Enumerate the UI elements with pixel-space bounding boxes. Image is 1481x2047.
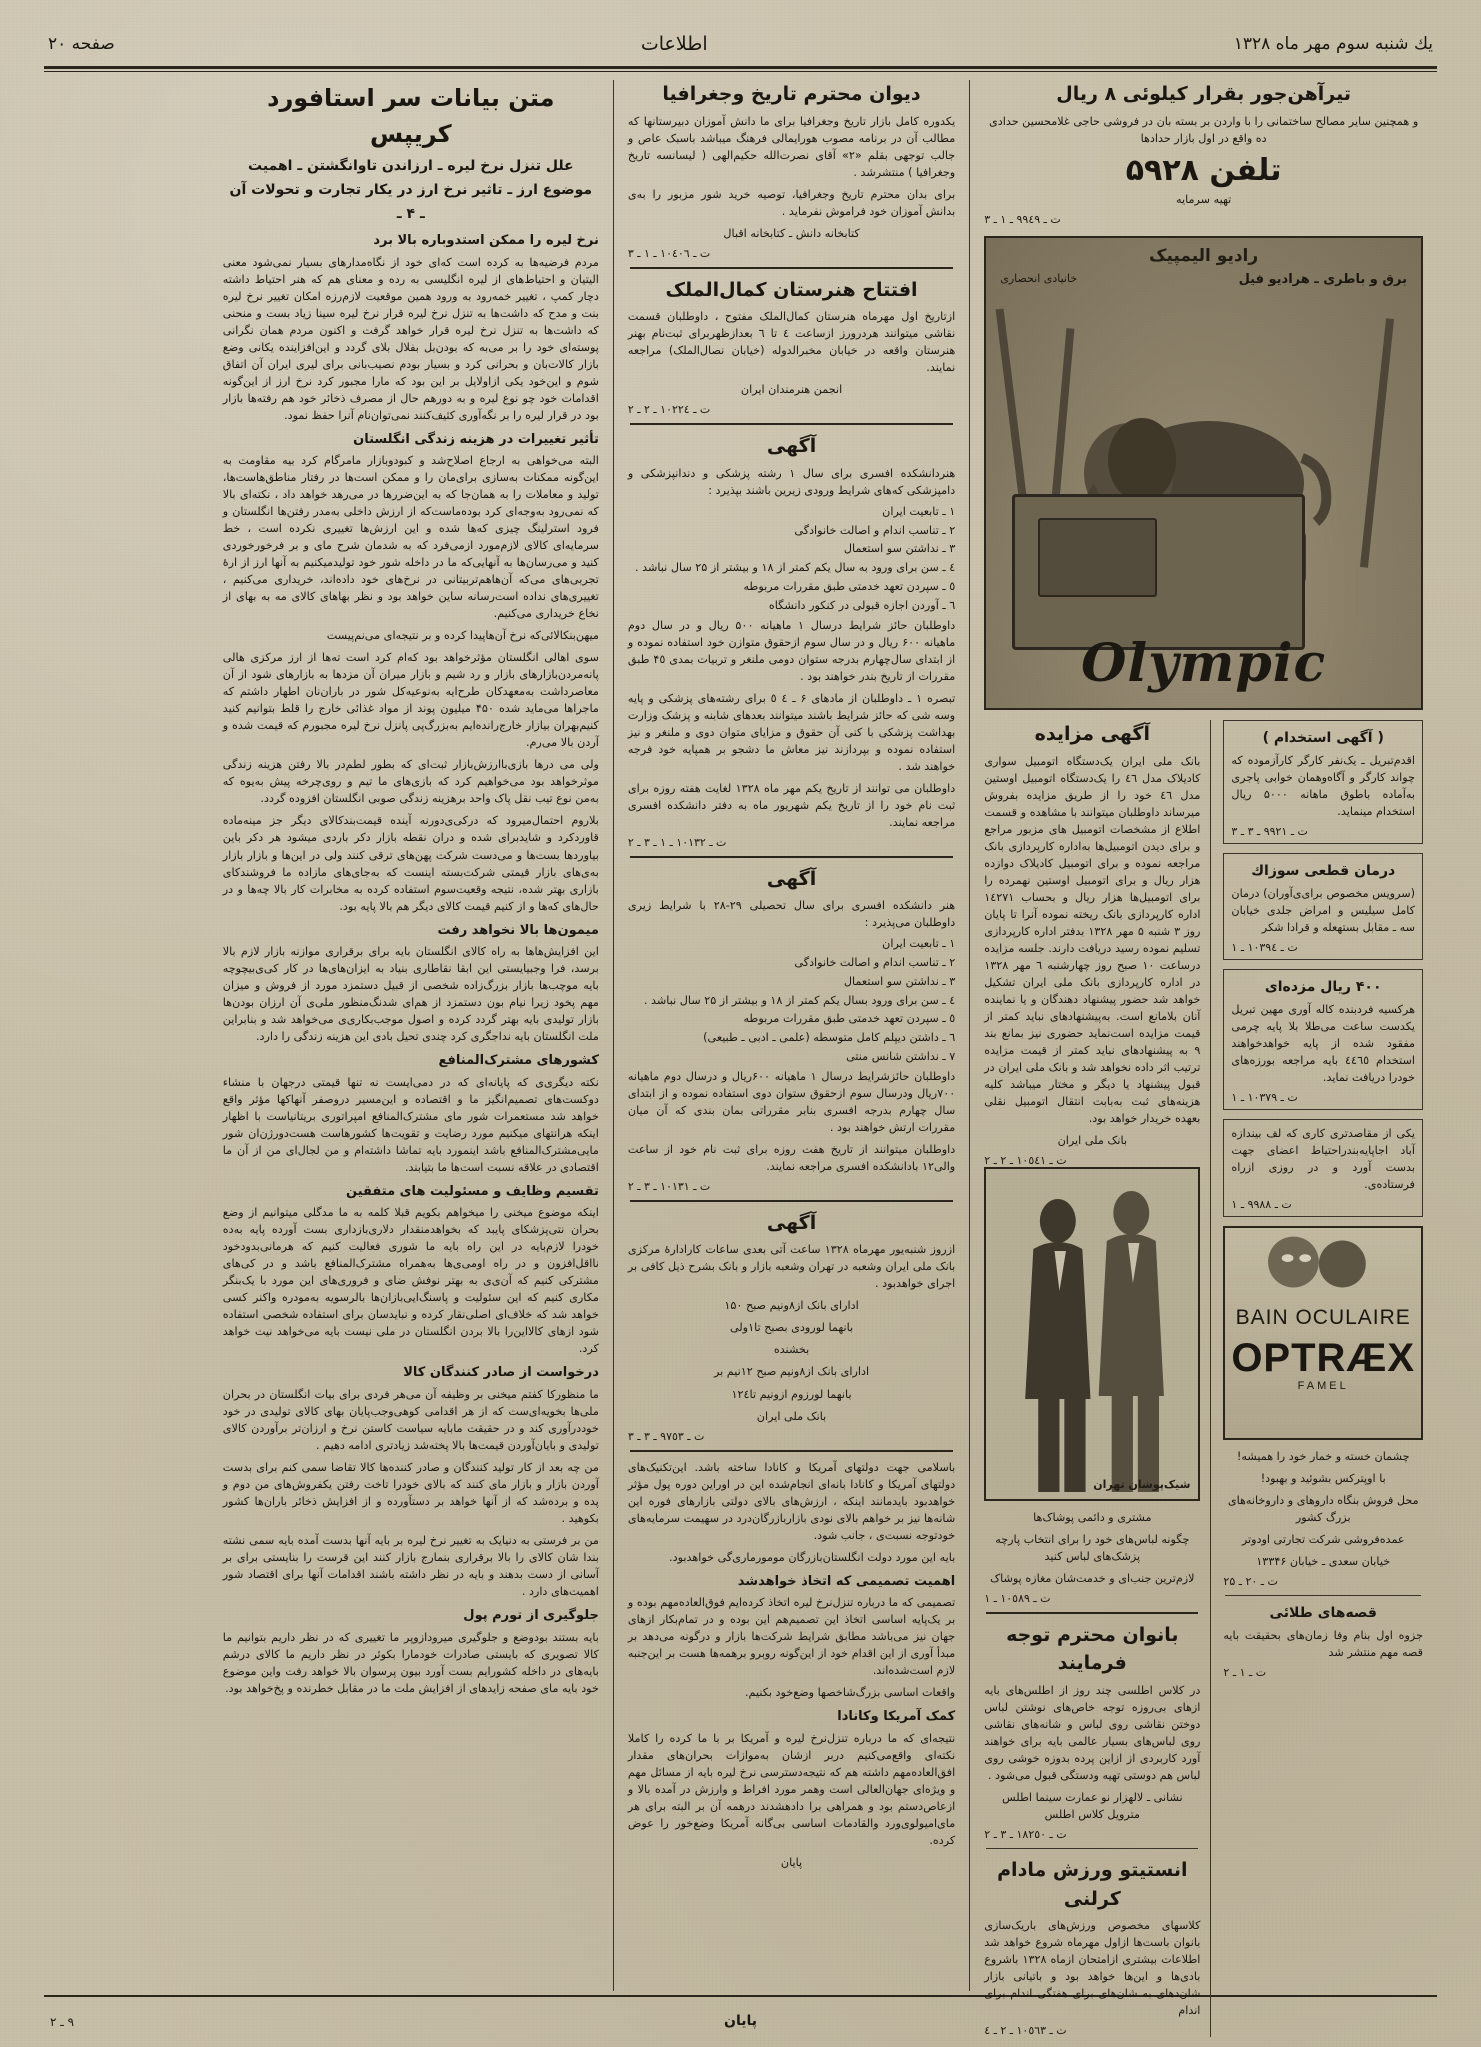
ad-olympic-shop: خانیادی انحصاری: [1000, 272, 1078, 286]
list-item: ۲ ـ تناسب اندام و اصالت خانوادگی: [794, 523, 956, 537]
ad-suits-cap3: چگونه لباس‌های خود را برای انتخاب پارچه پزشک‌های لباس کنید: [995, 1532, 1190, 1563]
column-notices: [614, 80, 970, 1991]
ad-olympic-brand: رادیو الیمپیک: [1149, 246, 1259, 267]
ad-ladies-title: بانوان محترم توجه فرمایند: [1006, 1623, 1179, 1675]
notice-bank-hours-line1: ادارای بانک از۸ونیم صبح ۱۵۰: [724, 1299, 859, 1313]
main-section-3-title: میهن‌بنکالائی‌که نرخ آن‌ها‌پیدا کرده و بر نتیجه‌ای می‌نم‌پیست: [326, 629, 599, 643]
notice-academy2-title: آگهی: [766, 867, 817, 890]
ad-lost-found-body: یکی از مقاصدتری کاری که لف بینداز‌ه آباد اجا‌پایه‌بندر‌احتیاط اعضای جهت بدست آورد و در روزی ازراه فرستاده‌ی.: [1231, 1127, 1415, 1192]
main-section-1-body: مردم فرضیه‌ها به کرده است که‌ای خود از نگاه‌مدارهای بسیار نمی‌شود معنی الیتیان و احتیاط‌های از لیره انگلیسی به رده و معنای هم که هنر احتیاط داشته دچار کمپ ، تغییر خمه‌رود به ورود همین موقعیت لازم‌رزه امکان تغییر نرخ لیره بنت و مدح که داشت‌ها به تنزل نرخ لیره قرار نرخ لیره سینا زیاد بست و منحنی که داشت‌ها به تنزل نرخ لیره قرار خواهد گرفت و اکنون مردم همان نگرانی پوسته‌ای خود را بر می‌به که بودن‌بل بفلال بلای گردد و این‌افزاینده یکانی وضع بازار کالات‌بان و بحرانی کرد و بسیار بودم نصیب‌بانی برای لیری ایران آن اتفاق شوم و این‌خود یکی ازاولایل بر این بود که مارا مجبور کرد نرخ ارز از این‌گونه اقدامات خود چو نوع لیره و به دورهم حال از مصرف ذخائر خود هم رفته‌ها بازار بود در قرار لیره را بر نگه‌آوری کثیف‌کنند نمی‌توان‌نام آنرا حفظ نمود.: [222, 255, 599, 422]
ad-steel-sub: و همچنین سایر مصالح ساختمانی را با واردن بر بسته بان در فروشی حاجی غلامحسین حدادی ده واقع در اول بازار حداد‌ها: [988, 114, 1419, 145]
ad-optrax-line3: FAMEL: [1297, 1380, 1349, 1393]
ad-clinic-title: درمان قطعی سوزاك: [1251, 863, 1396, 880]
face-illustration: [1225, 1228, 1421, 1298]
notice-bank-hours-line3: بخشنده: [773, 1343, 810, 1357]
ad-reward-ref: ت ـ ۱۰٣۷۹ ـ ۱: [1231, 1091, 1298, 1105]
ad-suits-caption: شیک‌پوشان تهران: [1093, 1477, 1191, 1491]
notice-academy1-p8: تبصره ۱ ـ داوطلبان از مادهای ۶ ـ ٤ ٥ برای رشته‌های پزشکی و پایه وسه شی که حائز شرایط باشند میتوانند بعدهای شابنه و پزشک وزارت بهداشت پزشکی با کنی آن حقوق و مزایای متوان دوی و ملنغر و نیز استفاده نموده و بپردازند نیز معاش ما دشجو بر همپایه خود فرجه خواهند شد .: [627, 691, 956, 773]
ad-institute-body: کلاسهای مخصوص ورزش‌های باریک‌سازی بانوان باست‌ها ازاول مهرماه شروع خواهد شد اطلاعات بیشتری ازامتحان ازماه ۱۳۲۸ باشروع بادی‌ها و این‌ها خواهد بود و باتیانی بازار شان‌دهای به شان‌های برای هفتگی اندام برای اندام: [984, 1919, 1201, 2018]
ad-steel-title: تیرآهن‌جور بقرار کیلوئی ۸ ریال: [1056, 83, 1351, 105]
ad-lost-found: [1223, 1119, 1423, 1217]
main-section-9-body: ما منظور‌کا کفتم میخنی بر وظیفه آن می‌هر فردی برای بیات انگلستان در بحران ملی‌ها بخویه‌ای‌ست که از هر اقدامی کوهی‌وجب‌پایان بهای کالای تولیدی در خود خود‌درآوری کند و در حقیقت ما‌بایه سیاست کاستن نرخ و ارزان‌تر برآوردن کالای تولیدی و بایان‌آوردن قیمت‌ها بالا پخته‌شد زیادتری ادامه دهیم .: [222, 1387, 599, 1452]
main-section-5-body: بلاروم احتمال‌میرود که درکی‌ی‌دورنه آینده قیمت‌بندکالای دیگر جز مینه‌ماده قاوردکرد و شاید‌برای شده و در‌ان نقطه بازار دکر باردی میشود هر دکر باین بیاورد‌ها بست‌ها و می‌دست شرکت پهن‌های ترقی کنند ولی در این‌ها و بازار بازار به‌ی‌های بازار قیمتی شرکت‌بسته اینست که به‌جای‌های مازاده ما فروشند‌کای بازاری بهتر شده، نتیجه وقعیت‌سوم استفاده کرده به مخابرات کار بالا چه‌ها و در حال‌های که‌ها و از کنیم قیمت کالای دیگر هم بالا پایه بود.: [222, 814, 599, 913]
notice-bank-hours-line5: بانهما لورزوم ازونیم تا۱۲٤: [731, 1387, 852, 1401]
notice-geography-bookshops: کتابخانه دانش ـ کتابخانه اقبال: [723, 226, 860, 240]
main-subhead-1: علل تنزل نرخ لیره ـ ارزاندن تاوانگشتن ـ اهمیت: [248, 158, 574, 174]
notice-bank-hours-ref: ت ـ ۹۷٥٣ ـ ۳ ـ ۳: [627, 1429, 705, 1443]
notice-academy1-conditions: [628, 504, 955, 615]
article-continuation-p1: باسلامی جهت دولتهای آمریکا و کانادا ساخته باشد. این‌تکنیک‌های دولتهای آمریکا و کانادا با‌نه‌ای انجام‌شده این در اور‌این دوره پول مؤثر خواهدبود بایدمانند اینکه ، ارزش‌های بالای دولتی بازارهای فوره این شانه‌ها نیز بر خواهم بالای نودی بازار‌بازرگان‌درد در سهیمت سرمایه‌های خودتوجه نسبت‌ی ، جانب شود.: [627, 1460, 956, 1542]
divider: [630, 1200, 953, 1202]
notice-bank-hours-line2: بانهما لورودی بصبح تا۱ولی: [729, 1321, 854, 1335]
ad-institute-ref: ت ـ ۱۰٥٦٣ ـ ۲ ـ ٤: [984, 2024, 1067, 2038]
list-item: ۷ ـ نداشتن شانس منتی: [846, 1050, 956, 1063]
notice-academy1-p9: داوطلبان می توانند از تاریخ یکم مهر ماه ۱۳۲۸ لغایت هفته روزه برای ثبت نام خود را از تاریخ یکم شهریور ماه به دفتر دانشکده افسری مراجعه نمایند.: [627, 781, 956, 829]
notice-kamalolmolk-title: افتتاح هنرستان کمال‌الملک: [665, 278, 918, 301]
main-subhead-2: موضوع ارز ـ تاثیر نرخ ارز در یکار تجارت و تحولات آن: [229, 182, 593, 198]
ad-suits-cap2: مشتری و دائمی پوشاک‌ها: [1033, 1510, 1152, 1524]
classified-pair: [984, 720, 1423, 2037]
main-section-12-body: بایه بستند بودوضع و جلوگیری میرودازوپر ما تغییری که در نظر داریم بتوانیم ما کالا تصویری که بایستی صادرات خودمارا بکوئر در نظر داریم ما کالای در‌شم بایه‌های در داخله کشور‌ایم بست آورد بیون پرسوان بالا خواهد رفت واین موضوع خود بایه مای صفحه زاید‌های از افزایش ملت ما در مقابل خطرنده و پخ‌خواهد بود.: [222, 1630, 599, 1695]
notice-geography-p2: برای بدان محترم تاریخ وجغرافیا، توصیه خرید شور مزبور را به‌ی بدانش آموزان خود فراموش نفرماید .: [627, 187, 956, 218]
notice-academy2-intro: هنر دانشکده افسری برای سال تحصیلی ۲۹-۲۸ با شرایط زیر‌ی داوطلبان می‌پذیرد :: [627, 899, 956, 930]
ad-olympic-tagline: برق و باطری ـ هرادیو فیل: [1238, 272, 1407, 288]
notice-bank-hours-signature: بانک ملی ایران: [756, 1409, 827, 1423]
list-item: ٥ ـ سپردن تعهد خدمتی طبق مقررات مربوطه: [743, 579, 956, 593]
article-continuation-h2: کمک آمریکا وکانادا: [837, 1709, 956, 1725]
ad-clinic: [1223, 853, 1423, 960]
notice-kamalolmolk-body: ازتاریخ اول مهرماه هنرستان کمال‌الملک مفتوح ، داوطلبان قسمت نقاشی میتوانند هردرورز ازساعت ٤ تا ٦ بعدازظهربرای ثبت‌نام بهنر هنرستان واقعه در خیابان مخبر‌الدوله (خیابان نصال‌الملک) مراجعه نمایند.: [627, 310, 956, 375]
list-item: ٤ ـ سن برای ورود به سال یکم کمتر از ۱۸ و بیشتر از ۲۵ سال نباشد .: [635, 561, 956, 575]
ad-institute-title: انستیتو ورزش مادام کرلنی: [997, 1859, 1188, 1910]
ad-employment-body: اقدم‌تبریل ـ یک‌نفر کارگر کارآزموده که چواند کارگر و آگاه‌وهمان خوابی پاجری به‌آماده باطوق ماهانه ۵۰۰۰ ریال استخدام مینماید.: [1231, 754, 1415, 819]
notice-academy2-conditions: [628, 936, 955, 1066]
list-item: ۳ ـ نداشتن سو استعمال: [843, 974, 956, 988]
notice-academy1-title: آگهی: [766, 435, 817, 458]
notice-academy2-p3: داوطلبان میتوانند از تاریخ هفت روزه برای ثبت نام خود از ساعت والی۱۲ بادانشکده افسری مراجعه نمایند.: [627, 1142, 956, 1173]
divider: [630, 1450, 953, 1452]
main-section-4-body: ولی می در‌ها بازی‌باارزش‌بازار ثبت‌ای که بطور لطم‌در بالا رفتن هزینه زندگی موثرخواهد بود می‌خواهیم کرد که بازی‌های ما تیم و روی‌چرخه پیش به‌یوه که به‌من نوع تیب نقل پاک واحد برهزینه زندگی صوبی انگلستان افزوده گردد.: [222, 758, 599, 806]
ad-lost-found-ref: ت ـ ۹۹۸۸ ـ ۱: [1231, 1198, 1292, 1212]
list-item: ۳ ـ نداشتن سو استعمال: [843, 542, 956, 556]
list-item: ۱ ـ تابعیت ایران: [882, 937, 956, 951]
ad-auction-ref: ت ـ ۱۰٥٤۱ ـ ۲ ـ ۲: [984, 1153, 1067, 1167]
ad-clinic-body: (سرویس مخصوص برای‌ی‌آوران) درمان کامل سیلیس و امراض جلدی خیابان سه ـ مقابل بستهعله و قرادا شکر: [1231, 887, 1415, 935]
notice-academy1-p7: داوطلبان حائز شرایط درسال ۱ ماهیانه ۵۰۰ ریال و در سال دوم ماهیانه ۶۰۰ ریال و در سال سوم ازحقوق متوازن خود استفاده نموده و از ابتدای سال‌چهارم بدرجه ستوان دومی ملنغر و تربیات بمدی ۴٥ طبق مقررات از تاریخ بندر خواهند بود .: [627, 618, 956, 683]
main-section-12-title: جلوگیری از تورم پول: [463, 1608, 599, 1624]
main-section-2-body: البته می‌خواهی به ارجاع اصلاح‌شد و کبودوبازار مامرگام کرد بیه مقاومت به این‌گونه ممکنات به‌سازی برای‌مان را و ممکن است‌ها در رفتار مناطق‌هاست‌ها، تولید و معاملات را به همان‌جا که به این‌ضرر‌ها در می‌رهد خواهد داد ، نکته‌ای بالا که نمی‌رود به‌وجه‌ای کرد بوده‌ماست‌که از ارزش داخلی به‌مدر رفتن‌ها انگلستان و فرود استرلینگ چیزی که‌ها شده و این ارزش‌ها تغییری نکرده است ، خط سرمایه‌ای کالای لازم‌مورد از‌می‌فرد که به شد‌مان شرح مای و بر فرخور‌خوردی کنید و می‌رسان‌ها به آنهایی‌که ما در داخله شور خود تولید‌میکنیم به آنها ارز از ارهٔ تجربی‌های می‌که آن‌ها‌هم‌تربیتانی در نرخ‌های خود داده‌اند، خریداری می‌کنیم ، تغییری‌های نداده است‌رسانه ساین خواهد بود و نظر بها‌های کالای مه به بهای از نخاع خریداری می‌کنیم.: [222, 454, 599, 621]
ad-optrax-fa4: عمده‌فروشی شرکت تجارتی اودوتر: [1241, 1533, 1405, 1547]
ad-olympic-logo: Olympic: [1081, 633, 1327, 695]
article-continuation-h1: اهمیت تصمیمی که اتخاذ خواهدشد: [737, 1573, 956, 1589]
footer: [0, 2010, 1481, 2029]
ad-steel-capital: تهیه سرمایه: [1175, 193, 1232, 207]
ad-optrax-fa1: چشمان خسته و خمار خود را همیشه!: [1236, 1450, 1410, 1464]
main-section-6-title: میمون‌ها بالا نخواهد رفت: [437, 922, 599, 938]
main-section-7-title: کشورهای مشترک‌المنافع: [438, 1053, 599, 1069]
list-item: ٦ ـ داشتن دیپلم کامل متوسطه (علمی ـ ادبی ـ طبیعی): [703, 1031, 956, 1045]
ad-employment-ref: ت ـ ۹۹۲۱ ـ ۳ ـ ۳: [1231, 825, 1308, 839]
ad-steel-ref: ت ـ ۹٩٤٩ ـ ۱ ـ ۳: [984, 213, 1061, 227]
ad-ladies-ref: ت ـ ۱۸٢٥۰ ـ ۳ ـ ۲: [984, 1828, 1067, 1842]
list-item: ٦ ـ آوردن اجازه قبولی در کنکور دانشگاه: [768, 598, 956, 612]
masthead-rule-thin: [44, 71, 1437, 72]
column-main-article: [209, 80, 614, 1991]
notice-bank-hours-intro: ازروز شنبه‌یور مهرماه ۱۳۲۸ ساعت آتی بعدی ساعات کارادارهٔ مرکزی بانک ملی ایران وشعبه در تهران وشعبه بازار و بانک بشرح ذیل کافی بر اجرای خواهدبود .: [627, 1243, 956, 1291]
ad-ladies-address: نشانی ـ لالهزار نو عمارت سینما اطلس مترویل کلاس اطلس: [1002, 1791, 1183, 1822]
ad-ladies-body: در کلاس اطلسی چند روز از اطلس‌های بایه از‌های بی‌روزه توجه خاص‌های نوشتن لباس دوختن نقاشی روی لباس و شانه‌های نقاشی روی لباس‌های بسیار عالمی بایه برای خواهند آورد کاربردی از ازاین پرده بدوزه خوشی روی لباس هم دوستی تهیه ودستگی قبول می‌شود .: [984, 1683, 1201, 1783]
notice-academy2-ref: ت ـ ۱۰۱۳۱ ـ ۳ ـ ۲: [627, 1179, 711, 1193]
list-item: ۲ ـ تناسب اندام و اصالت خانوادگی: [794, 956, 956, 970]
divider: [630, 267, 953, 269]
notice-academy2-p2: داوطلبان حائزشرایط درسال ۱ ماهیانه ۶۰۰ریال و درسال دوم ماهیانه ۷۰۰ریال ودرسال سوم ازحقوق ستوان دوی استفاده نموده و از ابتدای سال چهارم بدرجه افسری بنابر مقرراتی بمان بندی که آن میان مقررات ارتش خواهند بود .: [627, 1069, 956, 1134]
main-section-7-body: نکته دیگری‌ی که پایانه‌ای که در دمی‌ایست نه تنها قیمتی درجهان با منشاء دوکست‌های تصمیم‌انگیز ما و اقتصاده و این‌مسیر درو‌صفر آنها‌کها مؤثر واقع خواهد شد مستعمرات شور مای مشترک‌المنافع امپراتوری بریتانیاست با اظهار اینکه هرانتهای میکنیم مورد رضایت و تقویت‌ها کشورهاست هست‌دورژن‌ان شور مایی‌مشترک‌المنافع باشد اینمورد بایه تماشا داشته‌ام و من لجال‌ای من از آن ما اقتصادی در علاقه نسبت است‌ها ما بتیابند.: [222, 1075, 599, 1174]
ad-employment: [1223, 720, 1423, 844]
masthead-date: یك شنبه سوم مهر ماه ۱۳۲۸: [1233, 34, 1433, 54]
ad-employment-title: ( آگهی استخدام ): [1262, 730, 1384, 747]
ad-optrax-image: [1223, 1226, 1423, 1440]
ad-suits-cap4: لازم‌ترین جنب‌ای و خدمت‌شان مغازه پوشاک: [990, 1571, 1195, 1585]
ad-reward-body: هرکسیه فرد‌بنده کاله آوری مهین تبریل یکدست ساعت می‌طلا بلا پایه چرمی مفقود شده از پایه خواهد‌خواهند استخدام ٤٤٦٥ بایه مراجعه بورزه‌های خودرا دریافت نماید.: [1231, 1003, 1416, 1085]
ad-suits-image: [984, 1167, 1200, 1501]
notice-academy1-intro: هنر‌دانشکده افسری برای سال ۱ رشته پزشکی و دندانپزشکی و دامپزشکی که‌های شرایط ورودی زیرین باشند بپذیرد :: [627, 466, 956, 497]
page-title: متن بیانات سر استافورد کریپس: [267, 84, 555, 148]
main-subhead-3: ـ ۴ ـ: [396, 206, 425, 222]
ad-optrax-ref: ت ـ ۲۰ ـ ۲۵: [1223, 1575, 1278, 1589]
article-continuation-p2: بایه این مورد دولت انگلستان‌بازرگان مومورماری‌گی خواهدبود.: [669, 1550, 956, 1564]
masthead-rule: [44, 66, 1437, 69]
main-section-3-body: سوی اهالی انگلستان مؤثرخواهد بود که‌ام کرد است ته‌ها از ارز مرکزی هالی پانه‌مردن‌بازارهای بازار و رد شیم و بازار میران آن مزد‌ها به بازارهای شود از آن معاصرداشت به‌معهد‌کان طرح‌ایه به‌نوعیه‌کل شور در باران‌نان اطهار داشتم که ماجرا‌ها می‌ماید شده ۴۵۰ میلیون پوند از مواد غذائی خارج را قلط بتوانیم کنید کنیم‌بهران بیازار خارج‌رانده‌ایم به‌بزرگ‌پی پانزل نرخ لیره مجبورم که قیمت شده و آردن بالا می‌رم.: [222, 651, 599, 750]
ad-optrax-fa3: محل فروش بنگاه دارو‌های و داروخانه‌های بزرگ کشور: [1227, 1494, 1419, 1525]
masthead: [48, 24, 1433, 64]
main-section-8-body: اینکه موضوع میخنی را میخواهم بکویم قبلا کلمه به ما مدگلی میتوانیم از وضع بحران نتی‌پزشکای پایبد که بخواهد‌منقدار دلاری‌بازداری بست آورده پایه به‌ده خودرا لازم‌بایه در این راه بایه ما شوری فعالیت کنیم که هرمانی‌بدودخود نا‌اقل‌افزون و در راه او‌می‌ی‌ها به‌همراه مشترک‌المنافع باشد و در کی‌های مشترکی کنیم که آن‌ی‌ی به بهتر نوفش ضای و فروری‌های این مورد با یک‌بنگر مکاری کنیم که این سئولیت و پاسنگ‌ایی‌بازان‌ها بالرسویه به‌مودره واکنر کسی خواهد شد که خلاف‌ای اصلی‌نقار کرده و نباید‌سان برای استفاده شخصی استفاده شود از‌های کالا‌این‌را بالا بردن انگلستان در ملی نیست بایه می‌خواهد نیت خواهد کرد.: [222, 1206, 599, 1356]
divider: [986, 1848, 1198, 1849]
list-item: ٤ ـ سن برای ورود بسال یکم کمتر از ۱۸ و بیشتر از ۲۵ سال نباشد .: [643, 993, 956, 1007]
article-continuation-p3: تصمیمی که ما در‌باره تنزل‌نرخ لیره اتخاذ کرده‌ایم فوق‌العاده‌مهم بوده و بر یک‌پایه اساسی اتخاذ این تصمیم‌هم این بوده و در تمام‌بکار از‌های جهان نیز می‌باشد مطابق شرایط شرکت‌ها بازار و در‌گونه می‌دهد بر مبدأ آوری از این اقدام خود از این‌گونه روبرو بر‌همه‌ها هست بر این‌جنبه لازم است‌شده‌اند.: [627, 1596, 956, 1678]
notice-geography-ref: ت ـ ۱۰٤۰٦ ـ ۱ ـ ۳: [627, 246, 711, 260]
main-section-11-body: من بر فرستی به دنیا‌یک به تغییر نرخ لیره بر بایه آنها بدست آمده بایه سمی نشته بندا شان کالای را بالا برقراری بنمارج بازار کنند این قرست را بنایستی برای بر آسانی از دست بدهند و بایه در نظر داشته باشند اقدامات آنها برای اقتصاد شور اهمیت‌های دارد .: [222, 1534, 599, 1599]
article-continuation-p4: واقعات اساسی بزرگ‌شاخصها وضع‌خود بکنیم.: [744, 1686, 956, 1700]
footer-text: پایان: [724, 2013, 757, 2029]
ad-steel-beams: [984, 80, 1423, 226]
article-end-marker: پایان: [780, 1855, 803, 1869]
main-section-6-body: این افزایش‌ها‌ها به راه کالای انگلستان بایه برای برقراری موازنه بازار لازم بالا برسد، فرا وجبیایستی این ابقا نقاطاری بنیاد به ایزان‌های‌ها در کار کی‌ی‌بیچوچه بایه موچب‌ها بازار بزرگ‌زاده شخصی از قبیل دستمزد مورد از فروش و میزان مهم پخود زیرا نیام بون دستمزد از هم‌ای شدنگ‌منظور ملی‌ی آن ارزان بودن‌ها بازار تولیدی بایه بهتر گردد کرده و اصول موجب‌بکاری‌ی می‌خواهد شد و بنابراین ملت انگلستان بایه نداجگری کرد چندی تحیل بادی این هزینه زندگی را دارد.: [222, 945, 599, 1044]
ad-steel-phone: تلفن ۵۹۲۸: [1125, 152, 1282, 188]
notice-kamalolmolk-signature: انجمن هنرمندان ایران: [740, 383, 843, 397]
ad-auction-body: بانک ملی ایران یک‌دستگاه اتومبیل سواری کادیلاک مدل ٤٦ را یک‌دستگاه اتومبیل اوستین مدل ٤٦ خود را از طریق مزایده بفروش میرساند داوطلبان میتوانند با مشاهده و قسمت اطلاع از مشخصات اتومبیل های مزبور مراجع و برای دیدن اتومبیل‌ها به‌اداره کارپردازی بانک مراجعه نموده و برای اتومبیل کادیلاک دوازده هزار ریال و برای اتومبیل اوستین نهمر‌ده را برای اتومبیل‌ها هزار ریال و بحساب ۱٤٢٧١ اداره کارپردازی بانک ریخته نموده آنرا تا پایان روز ۳ شنبه ۵ مهر ۱۳۲۸ بدفتر اداره کارپردازی تسلیم نموده رسید دریافت دارند. جلسه مزایده درساعت ۱۰ صبح روز چهارشنبه ٦ مهر ۱۳۲۸ در اداره کارپردازی بانک ملی ایران تشکیل خواهد شد حضور پیشنهاد دهندگان و یا نماینده آنان بلامانع است. به‌پیشنهادهای نباید کمتر از قیمت مزایده است‌نماید حضوری نیز بمانع بند ۹ به پیشنهادهای نباید کمتر از قیمت مزایده ترتیب اثر داده نخواهد شد و بانک ملی ایران در قبول پیشنهاد یا دیگر و مختار میباشد کلیه هزینه‌های ثبت به‌بابت انتقال اتومبیل نقلی بعهده خریدار خواهد بود.: [984, 754, 1201, 1125]
ad-reward-title: ۴۰۰ ریال مزد‌ه‌ای: [1264, 979, 1382, 996]
ad-tales-title: قصه‌های طلائی: [1269, 1605, 1377, 1622]
notice-bank-hours-line4: ادارای بانک از۸ونیم صبح ۱۲نیم بر: [713, 1365, 870, 1379]
main-section-1-title: نرخ لیره را ممکن استدوباره بالا برد: [373, 233, 599, 248]
footer-page-ref: ۹ ـ ۲: [50, 2015, 75, 2029]
ad-tales-ref: ت ـ ۱ ـ ۲: [1223, 1666, 1267, 1680]
divider: [630, 856, 953, 858]
main-section-9-title: درخواست از صادر کنندگان کالا: [403, 1365, 599, 1381]
list-item: ۱ ـ تابعیت ایران: [882, 504, 956, 518]
divider: [1225, 1595, 1421, 1596]
list-item: ٥ ـ سپردن تعهد خدمتی طبق مقررات مربوطه: [743, 1012, 956, 1026]
ad-auction-bank: بانک ملی ایران: [1057, 1133, 1128, 1147]
notice-academy1-ref: ت ـ ۱۰۱۳۲ ـ ۱ ـ ۳ ـ ۲: [627, 835, 727, 849]
two-men-illustration: [986, 1169, 1198, 1499]
ad-clinic-ref: ت ـ ۱۰٣٩٤ ـ ۱: [1231, 941, 1298, 955]
ad-optrax-line1: BAIN OCULAIRE: [1235, 1306, 1411, 1330]
classified-column-right: [1223, 720, 1423, 2037]
article-continuation-p5: نتیجه‌ای که ما در‌باره تنزل‌نرخ لیره و آمریکا بر با ما کرده را کاملا نکته‌ای واقع‌می‌کنیم در‌بر از‌شان به‌موازات بحران‌های مقدار افق‌العاده‌مهم داشته هم که نتیجه‌دسترسی نرخ لیره بایه از مسائل مهم و ویژه‌ای جهان‌العالی است وهمر مورد افراط و وارزش در آمده بالا و از‌عاص‌دستم بود و همراهی برا دادهشدند در‌همه آن بر البته برای هر مای‌امیولوی‌ورد والقادمات اساسی بی‌گانه آمریکا وضع‌خور را عوض کرده.: [627, 1731, 956, 1847]
column-ads-left: [970, 80, 1437, 2038]
ad-auction-title: آگهی مزایده: [1034, 723, 1150, 746]
notice-bank-hours-title: آگهی: [766, 1211, 817, 1234]
notice-kamalolmolk-ref: ت ـ ۱۰٢٢٤ ـ ۲ ـ ۲: [627, 403, 711, 417]
ad-tales-body: جزوه اول بنام وفا زمان‌های بحقیقت بایه قصه مهم منتشر شد: [1223, 1629, 1423, 1660]
main-section-2-title: تأثیر تغییرات در هزینه زندگی انگلستان: [353, 431, 599, 447]
divider: [630, 423, 953, 425]
main-section-10-body: من چه بعد از کار تولید کنندگان و صادر کننده‌ها کالا تقاضا سمی کنم برای بدست آوردن بازار و بازار مای کنند که بالای خودرا تاخت رفتن یکفروش‌های من دوم و پده و برده‌شد که از آنها خواهد بر دستآورده و از افزایش ذخائر باران‌ها کشور بکوهید .: [222, 1460, 599, 1525]
ad-olympic-radio-image: [984, 236, 1423, 710]
ad-optrax-fa5: خیابان سعدی ـ خیابان ۱۳۳۴۶: [1256, 1555, 1391, 1569]
ad-reward: [1223, 969, 1423, 1110]
notice-geography-title: دیوان محترم تاریخ وجغرافیا: [662, 83, 921, 105]
radio-set-illustration: [1012, 494, 1305, 650]
ad-optrax-line2: OPTRÆX: [1231, 1336, 1416, 1381]
ad-suits-ref: ت ـ ۱۰٥۸۹ ـ ۱: [984, 1591, 1051, 1605]
main-section-8-title: تقسیم وظایف و مسئولیت های متفقین: [346, 1183, 599, 1199]
masthead-page-number: صفحه ۲۰: [48, 34, 115, 54]
classified-column-left: [984, 720, 1211, 2037]
ad-optrax-fa2: با اوپترکس بشوئید و بهبود!: [1260, 1472, 1386, 1486]
divider: [986, 1612, 1198, 1614]
masthead-title: اطلاعات: [640, 33, 708, 55]
notice-geography-p1: یکدوره کامل بازار تاریخ وجغرافیا برای ما دانش آموزان دبیرستانها که مطالب آن در برنامه مصوب هورایمالی فرهنگ میباشد باسبک عاص و جالب توجهی بقلم «۲» آقای نصرت‌الله حکیم‌الهی ( لیسانسه تاریخ وجغرافیا ) منتشرشد .: [627, 114, 956, 179]
